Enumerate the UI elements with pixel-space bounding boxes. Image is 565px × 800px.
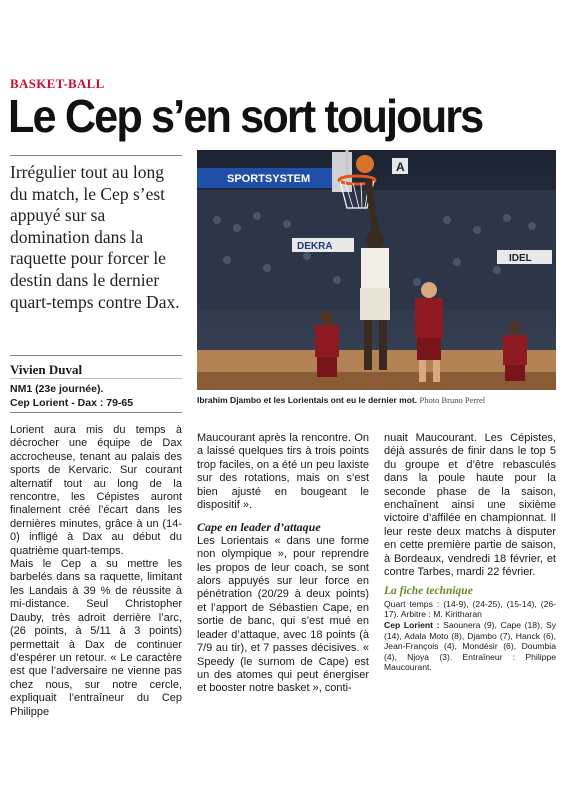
sponsor-left-text: DEKRA xyxy=(297,241,333,252)
fiche-team-list: Saounera (9), Cape (18), Sy (14), Adala Moto (8), Djambo (7), Hanck (6), Jean-François (4), Mondésir (6), Doumbia (4), Njoya (3). Entraîneur : Philippe Maucourant. xyxy=(384,620,556,673)
body-paragraph-5: nuait Maucourant. Les Cépistes, déjà assurés de finir dans le top 5 du groupe et d’être rebasculés dans la poule haute pour la seconde phase de la saison, enchaînent ainsi une sixième victoire d’affilée en championnat. Il leur reste deux matchs à disputer en cette première partie de saison, à Bordeaux, vendredi 18 février, et contre Tarbes, mardi 22 février. xyxy=(384,432,556,579)
sponsor-right-text: IDEL xyxy=(509,253,532,264)
match-competition: NM1 (23e journée). xyxy=(10,383,104,395)
article-column-1 xyxy=(10,424,182,719)
lead-paragraph: Irrégulier tout au long du match, le Cep s’est appuyé sur sa domination dans la raquette pour forcer le destin dans le dernier quart-temps contre Dax. xyxy=(10,162,180,312)
body-paragraph-3: Maucourant après la rencontre. On a laissé quelques tirs à trois points trop faciles, on a été un peu laxiste sur des rotations, mais on s’est bien ajusté en bougeant le dispositif ». xyxy=(197,432,369,512)
photo-credit: Photo Bruno Perrel xyxy=(419,395,486,405)
article-column-3 xyxy=(384,432,556,673)
match-score: Cep Lorient - Dax : 79-65 xyxy=(10,396,134,409)
author-rule xyxy=(10,355,182,356)
body-paragraph-4: Les Lorientais « dans une forme non olympique », pour reprendre les propos de leur coach, se sont alors appuyés sur leur force en pénétration (20/29 à deux points) et l’apport de Sébastien Cape, en sortie de banc, qui s’est mué en leader d’attaque, avec 18 points (à 7/9 au tir), et 7 passes décisives. « Speedy (le surnom de Cape) est un des atomes qui peut énergiser et booster notre basket », conti- xyxy=(197,534,369,695)
body-paragraph-2: Mais le Cep a su mettre les barbelés dans sa raquette, limitant les Landais à 39 % de réussite à mi-distance. Seul Christopher Dauby, très adroit derrière l’arc, (26 points, à 5/11 à 3 points) permettait à Dax de continuer d’espérer un retour. « Le caractère est que l’adversaire ne vienne pas chez nous, sur notre cercle, expliquait l’entraîneur du Cep Philippe xyxy=(10,558,182,718)
banner-text: SPORTSYSTEM xyxy=(227,173,311,185)
match-info xyxy=(10,383,133,410)
article-photo xyxy=(197,150,556,390)
fiche-team-label: Cep Lorient : xyxy=(384,620,440,631)
photo-caption xyxy=(197,395,559,406)
sign-letter: A xyxy=(396,160,405,174)
section-kicker: BASKET-BALL xyxy=(10,76,105,91)
body-subhead: Cape en leader d’attaque xyxy=(197,520,321,535)
fiche-team xyxy=(384,620,556,673)
headline: Le Cep s’en sort toujours xyxy=(8,90,483,142)
fiche-quarts: Quart temps : (14-9), (24-25), (15-14), (26-17). Arbitre : M. Kiritharan xyxy=(384,598,556,620)
fiche-title: La fiche technique xyxy=(384,585,473,598)
info-rule xyxy=(10,378,182,379)
author-name: Vivien Duval xyxy=(10,362,83,377)
article-column-2 xyxy=(197,432,369,696)
info-bottom-rule xyxy=(10,412,182,413)
body-paragraph-1: Lorient aura mis du temps à décrocher une équipe de Dax accrocheuse, tenant au palais des sports de Kervaric. Sur courant alternatif tout au long de la rencontre, les Cépistes auront finalement créé l’écart dans les dernières minutes, grâce à un (14-0) infligé à Dax au début du quatrième quart-temps. xyxy=(10,424,182,557)
caption-text: Ibrahim Djambo et les Lorientais ont eu le dernier mot. xyxy=(197,395,418,405)
basketball-photo-illustration xyxy=(197,150,556,390)
lead-top-rule xyxy=(10,155,182,156)
